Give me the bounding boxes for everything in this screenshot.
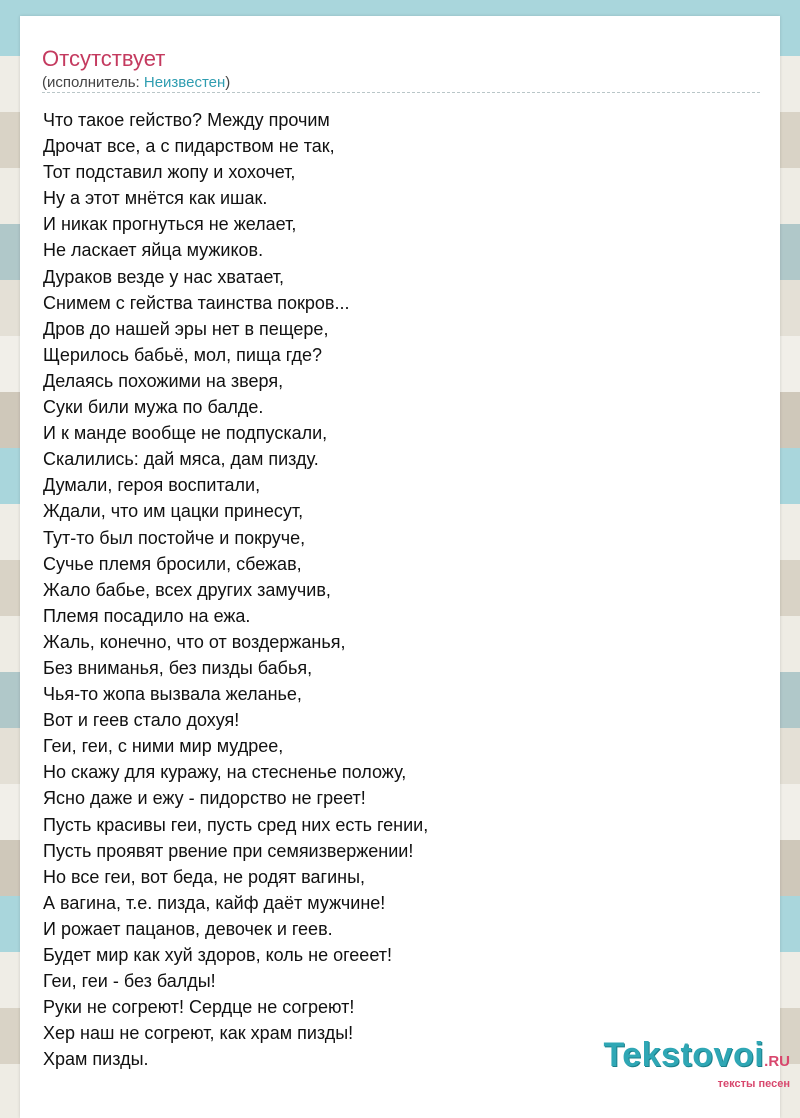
lyric-line: И к манде вообще не подпускали, <box>43 423 328 444</box>
lyric-line: Ну а этот мнётся как ишак. <box>43 188 268 209</box>
lyric-line: Жаль, конечно, что от воздержанья, <box>43 631 346 652</box>
lyric-line: Жало бабье, всех других замучив, <box>43 579 331 600</box>
lyric-line: Пусть проявят рвение при семяизвержении! <box>43 840 414 861</box>
lyric-line: Снимем с гейства таинства покров... <box>43 292 350 313</box>
lyric-line: Ждали, что им цацки принесут, <box>43 501 304 522</box>
lyric-line: И никак прогнуться не желает, <box>43 214 297 235</box>
lyric-line: И рожает пацанов, девочек и геев. <box>43 918 333 939</box>
lyric-line: Но все геи, вот беда, не родят вагины, <box>43 866 366 887</box>
lyric-line: Дрочат все, а с пидарством не так, <box>43 136 335 157</box>
artist-link[interactable]: Неизвестен <box>143 74 226 91</box>
lyric-line: Будет мир как хуй здоров, коль не огееет! <box>43 945 392 965</box>
lyric-line: Руки не согреют! Сердце не согреют! <box>43 997 355 1018</box>
lyric-line: Дураков везде у нас хватает, <box>43 266 285 287</box>
lyric-line: Чья-то жопа вызвала желанье, <box>43 684 302 705</box>
lyric-line: Тот подставил жопу и хохочет, <box>43 162 296 183</box>
lyric-line: Вот и геев стало дохуя! <box>43 710 240 731</box>
lyric-line: Не ласкает яйца мужиков. <box>43 240 264 261</box>
lyrics-page <box>20 16 780 1118</box>
song-title: Отсутствует <box>42 46 166 71</box>
lyric-line: Геи, геи, с ними мир мудрее, <box>43 736 284 757</box>
divider <box>42 92 760 93</box>
lyric-line: А вагина, т.е. пизда, кайф даёт мужчине! <box>43 892 386 913</box>
lyric-line: Племя посадило на ежа. <box>43 605 251 626</box>
artist-suffix: ) <box>225 74 231 91</box>
artist-prefix: (исполнитель: <box>42 74 144 91</box>
lyric-line: Скалились: дай мяса, дам пизду. <box>43 449 319 470</box>
lyric-line: Что такое гейство? Между прочим <box>43 110 330 130</box>
lyric-line: Дров до нашей эры нет в пещере, <box>43 318 329 339</box>
lyrics-text <box>43 107 428 1072</box>
lyric-line: Суки били мужа по балде. <box>43 397 264 418</box>
lyric-line: Пусть красивы геи, пусть сред них есть гении, <box>43 814 429 835</box>
artist-line <box>42 74 230 91</box>
logo-wordmark: Tekstovoi <box>603 1036 765 1074</box>
logo-subtitle: тексты песен <box>717 1078 790 1090</box>
lyric-line: Но скажу для куражу, на стесненье положу, <box>43 762 407 783</box>
lyric-line: Хер наш не согреют, как храм пизды! <box>43 1023 354 1044</box>
lyric-line: Храм пизды. <box>43 1049 149 1070</box>
site-logo[interactable] <box>603 1036 790 1090</box>
lyric-line: Думали, героя воспитали, <box>43 475 261 496</box>
lyric-line: Сучье племя бросили, сбежав, <box>43 553 302 574</box>
lyric-line: Делаясь похожими на зверя, <box>43 370 284 391</box>
lyric-line: Без вниманья, без пизды бабья, <box>43 657 313 678</box>
lyric-line: Тут-то был постойче и покруче, <box>43 527 306 548</box>
lyric-line: Геи, геи - без балды! <box>43 971 216 992</box>
lyric-line: Щерилось бабьё, мол, пища где? <box>43 344 323 365</box>
lyric-line: Ясно даже и ежу - пидорство не греет! <box>43 788 366 809</box>
logo-tld: .RU <box>764 1053 790 1070</box>
